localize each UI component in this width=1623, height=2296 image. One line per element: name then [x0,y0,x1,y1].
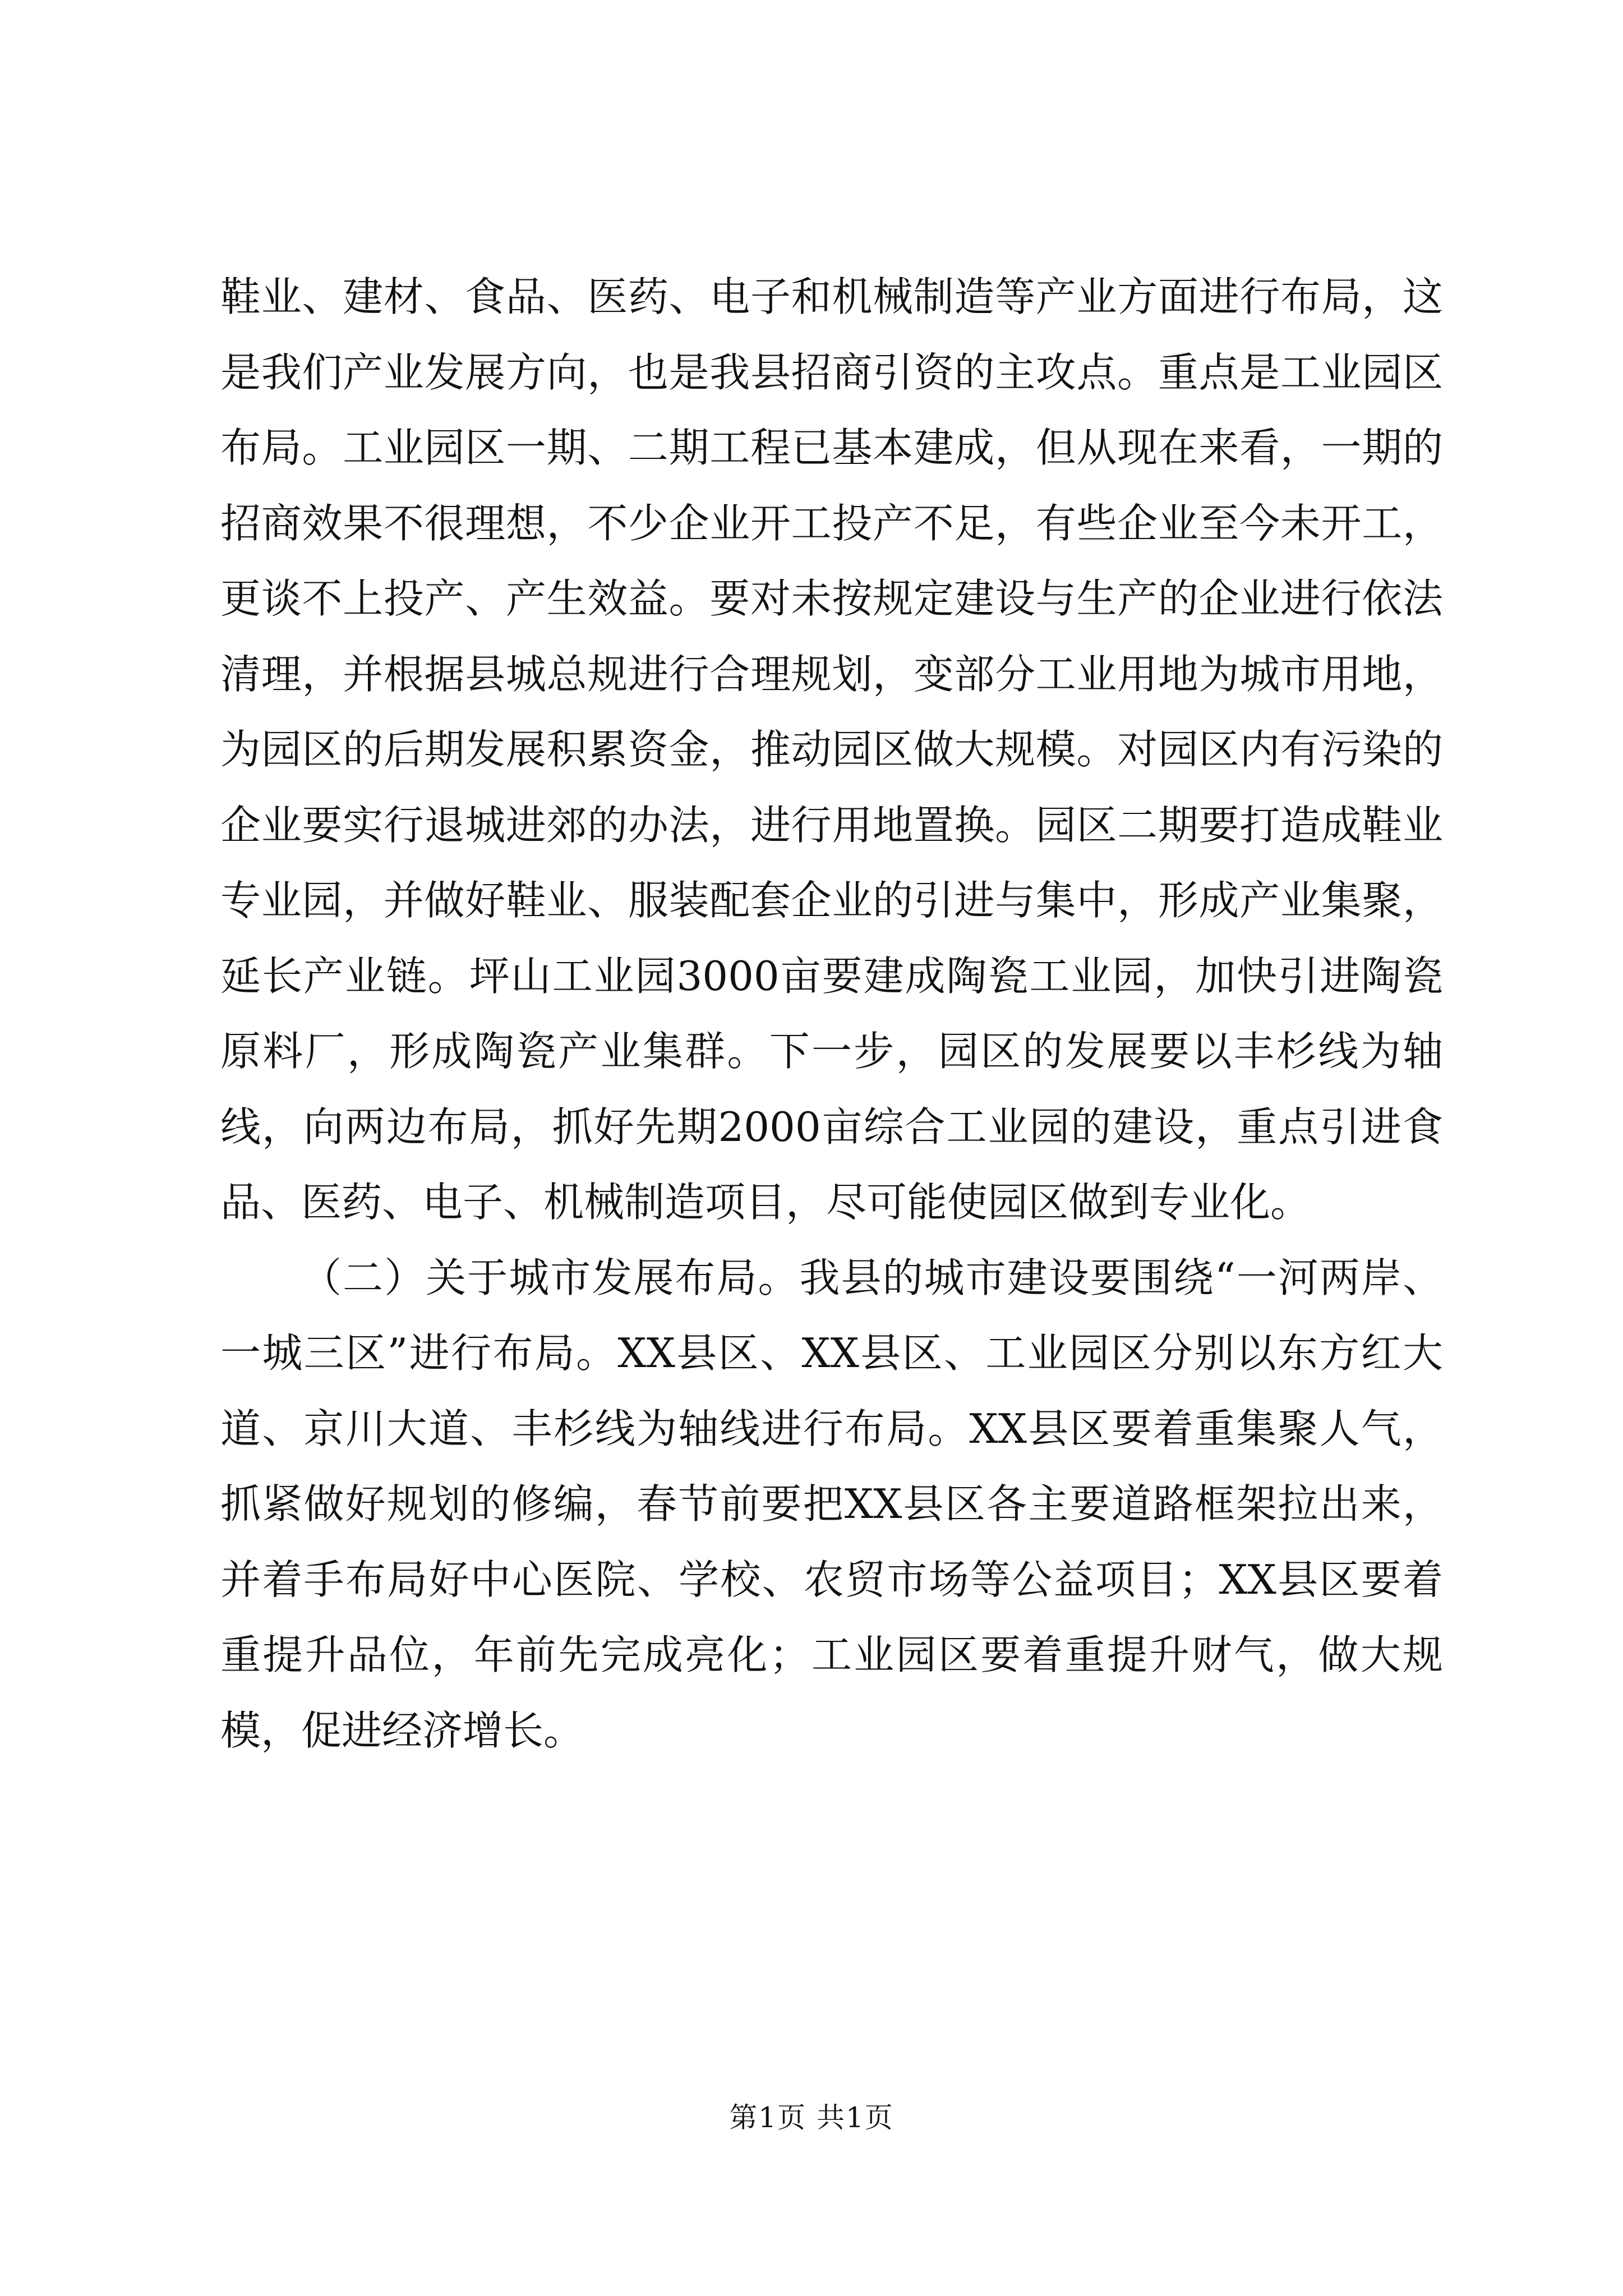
document-body [220,259,1443,1768]
body-paragraph: 鞋业、建材、食品、医药、电子和机械制造等产业方面进行布局，这是我们产业发展方向，也是我县招商引资的主攻点。重点是工业园区布局。工业园区一期、二期工程已基本建成，但从现在来看，一期的招商效果不很理想，不少企业开工投产不足，有些企业至今未开工，更谈不上投产、产生效益。要对未按规定建设与生产的企业进行依法清理，并根据县城总规进行合理规划，变部分工业用地为城市用地，为园区的后期发展积累资金，推动园区做大规模。对园区内有污染的企业要实行退城进郊的办法，进行用地置换。园区二期要打造成鞋业专业园，并做好鞋业、服装配套企业的引进与集中，形成产业集聚，延长产业链。坪山工业园3000亩要建成陶瓷工业园，加快引进陶瓷原料厂，形成陶瓷产业集群。下一步，园区的发展要以丰杉线为轴线，向两边布局，抓好先期2000亩综合工业园的建设，重点引进食品、医药、电子、机械制造项目，尽可能使园区做到专业化。 [220,273,1443,1226]
body-paragraph: （二）关于城市发展布局。我县的城市建设要围绕“一河两岸、一城三区”进行布局。XX县区、XX县区、工业园区分别以东方红大道、京川大道、丰杉线为轴线进行布局。XX县区要着重集聚人气，抓紧做好规划的修编，春节前要把XX县区各主要道路框架拉出来，并着手布局好中心医院、学校、农贸市场等公益项目；XX县区要着重提升品位，年前先完成亮化；工业园区要着重提升财气，做大规模，促进经济增长。 [220,1254,1443,1754]
page-footer: 第1页 共1页 [729,2101,894,2134]
